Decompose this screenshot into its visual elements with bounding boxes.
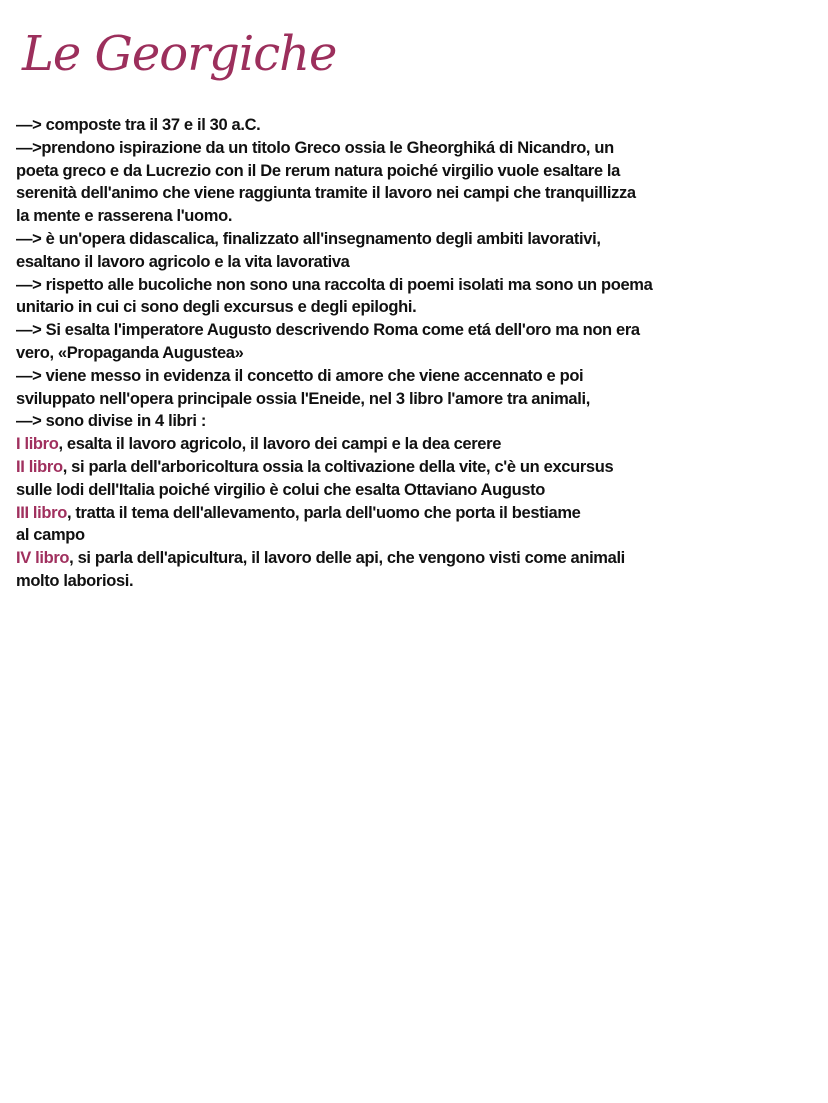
note-line — [16, 205, 821, 228]
line-text: —>prendono ispirazione da un titolo Greco ossia le Gheorghiká di Nicandro, un — [16, 138, 614, 157]
note-line — [16, 479, 821, 502]
line-text: al campo — [16, 526, 85, 545]
line-text: , si parla dell'arboricoltura ossia la coltivazione della vite, c'è un excursus — [62, 457, 614, 476]
note-line — [16, 524, 821, 547]
line-text: —> viene messo in evidenza il concetto di amore che viene accennato e poi — [16, 366, 584, 385]
line-text: , esalta il lavoro agricolo, il lavoro dei campi e la dea cerere — [58, 435, 502, 454]
book-line-4 — [16, 547, 821, 570]
book-line-3 — [16, 502, 821, 525]
book-label: I libro — [16, 435, 59, 454]
book-label: III libro — [16, 503, 67, 522]
note-line — [16, 570, 821, 593]
line-text: poeta greco e da Lucrezio con il De rerum natura poiché virgilio vuole esaltare la — [16, 161, 620, 180]
line-text: vero, «Propaganda Augustea» — [16, 343, 244, 362]
note-line — [16, 228, 821, 251]
line-text: , si parla dell'apicultura, il lavoro delle api, che vengono visti come animali — [69, 549, 625, 568]
note-line — [16, 388, 821, 411]
line-text: , tratta il tema dell'allevamento, parla dell'uomo che porta il bestiame — [66, 503, 581, 522]
line-text: —> è un'opera didascalica, finalizzato all'insegnamento degli ambiti lavorativi, — [16, 229, 601, 248]
notes-body — [16, 114, 821, 593]
note-line — [16, 160, 821, 183]
note-line — [16, 114, 821, 137]
line-text: esaltano il lavoro agricolo e la vita lavorativa — [16, 252, 350, 271]
note-line — [16, 182, 821, 205]
note-line — [16, 251, 821, 274]
note-line — [16, 342, 821, 365]
note-line — [16, 137, 821, 160]
note-line — [16, 274, 821, 297]
book-line-2 — [16, 456, 821, 479]
line-text: —> composte tra il 37 e il 30 a.C. — [16, 116, 261, 134]
note-line — [16, 296, 821, 319]
note-line — [16, 410, 821, 433]
line-text: —> Si esalta l'imperatore Augusto descrivendo Roma come etá dell'oro ma non era — [16, 321, 640, 340]
page-title: Le Georgiche — [22, 26, 337, 82]
line-text: sviluppato nell'opera principale ossia l'Eneide, nel 3 libro l'amore tra animali, — [16, 389, 590, 408]
line-text: —> sono divise in 4 libri : — [16, 412, 206, 431]
line-text: la mente e rasserena l'uomo. — [16, 207, 233, 226]
book-label: II libro — [16, 457, 63, 476]
line-text: sulle lodi dell'Italia poiché virgilio è colui che esalta Ottaviano Augusto — [16, 480, 546, 499]
book-line-1 — [16, 433, 821, 456]
line-text: serenità dell'animo che viene raggiunta tramite il lavoro nei campi che tranquillizza — [16, 184, 636, 203]
note-line — [16, 319, 821, 342]
line-text: —> rispetto alle bucoliche non sono una raccolta di poemi isolati ma sono un poema — [16, 275, 653, 294]
book-label: IV libro — [16, 549, 70, 568]
note-line — [16, 365, 821, 388]
line-text: unitario in cui ci sono degli excursus e degli epiloghi. — [16, 298, 417, 317]
line-text: molto laboriosi. — [16, 571, 134, 590]
